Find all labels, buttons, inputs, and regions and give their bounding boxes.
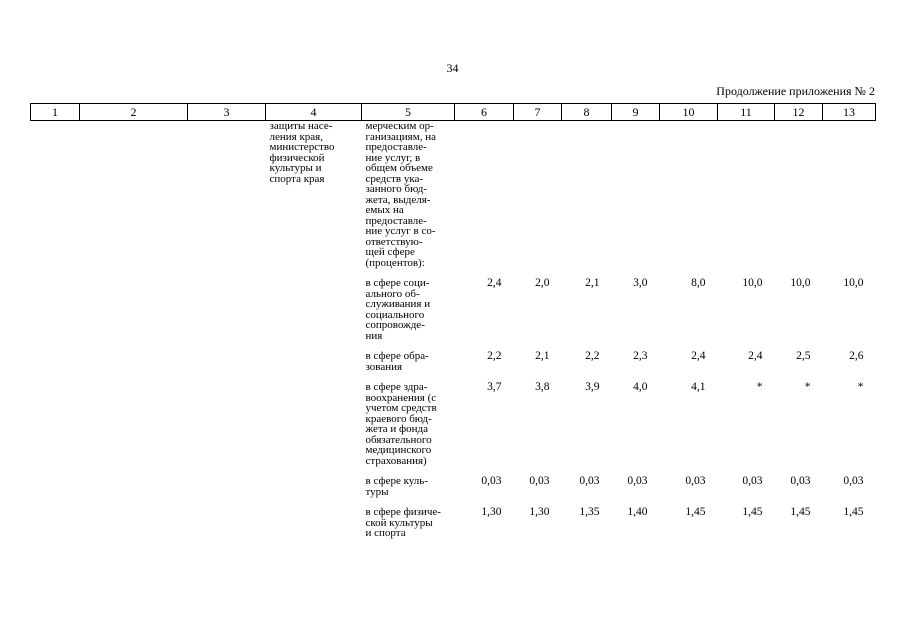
- table-row: [31, 507, 876, 539]
- value-cell: 1,40: [627, 506, 648, 518]
- value-cell: 3,9: [585, 381, 600, 393]
- column-header: 6: [455, 104, 514, 121]
- indicator-subitem: [362, 507, 455, 539]
- responsible-executor: [266, 121, 362, 279]
- column-header: 2: [80, 104, 188, 121]
- indicator-subitem: [362, 382, 455, 476]
- column-header: 11: [718, 104, 775, 121]
- value-cell: 2,3: [633, 350, 648, 362]
- multiline-text: в сфере физиче- ской культуры и спорта: [365, 506, 441, 539]
- value-cell: 2,5: [796, 350, 811, 362]
- value-cell: 0,03: [579, 475, 600, 487]
- value-cell: 0,03: [481, 475, 502, 487]
- value-cell: 2,4: [748, 350, 763, 362]
- value-cell: 0,03: [742, 475, 763, 487]
- value-cell: 4,0: [633, 381, 648, 393]
- column-header: 4: [266, 104, 362, 121]
- column-header: 10: [660, 104, 718, 121]
- column-header: 7: [514, 104, 562, 121]
- value-cell: 1,45: [843, 506, 864, 518]
- column-header: 9: [612, 104, 660, 121]
- value-cell: 1,45: [685, 506, 706, 518]
- column-header: 3: [188, 104, 266, 121]
- multiline-text: в сфере обра- зования: [365, 350, 429, 373]
- value-cell: 3,8: [535, 381, 550, 393]
- multiline-text: защиты насе- ления края, министерство физической культуры и спорта края: [269, 120, 335, 185]
- multiline-text: мерческим ор- ганизациям, на предоставле- ние услуг, в общем объеме средств ука- занного бюд- жета, выделя- емых на предоставле- ние услуг в со- ответствую- щей сфере (процентов):: [365, 120, 436, 269]
- column-header: 1: [31, 104, 80, 121]
- multiline-text: в сфере здра- воохранения (с учетом средств краевого бюд- жета и фонда обязательного медицинского страхования): [365, 381, 437, 467]
- column-header: 12: [775, 104, 823, 121]
- value-cell: 2,4: [487, 277, 502, 289]
- table-row: [31, 351, 876, 382]
- value-cell: 3,7: [487, 381, 502, 393]
- value-cell: 1,45: [790, 506, 811, 518]
- multiline-text: в сфере соци- ального об- служивания и социального сопровожде- ния: [365, 277, 431, 342]
- value-cell: 2,1: [585, 277, 600, 289]
- column-header: 8: [562, 104, 612, 121]
- table-cell: [188, 121, 266, 279]
- value-cell: 4,1: [691, 381, 706, 393]
- column-header: 5: [362, 104, 455, 121]
- value-cell: 2,4: [691, 350, 706, 362]
- value-cell: *: [804, 381, 811, 393]
- indicator-description: [362, 121, 455, 279]
- value-cell: 1,45: [742, 506, 763, 518]
- column-number-header-row: [31, 104, 876, 121]
- value-cell: 0,03: [529, 475, 550, 487]
- continuation-label: Продолжение приложения № 2: [716, 84, 875, 98]
- value-cell: 2,2: [487, 350, 502, 362]
- value-cell: 0,03: [685, 475, 706, 487]
- table-cell: [80, 121, 188, 279]
- table-row: [31, 476, 876, 507]
- indicator-subitem: [362, 476, 455, 507]
- indicator-subitem: [362, 351, 455, 382]
- value-cell: 0,03: [790, 475, 811, 487]
- value-cell: 8,0: [691, 277, 706, 289]
- value-cell: 0,03: [627, 475, 648, 487]
- value-cell: 10,0: [843, 277, 864, 289]
- value-cell: 1,30: [481, 506, 502, 518]
- value-cell: 2,1: [535, 350, 550, 362]
- multiline-text: в сфере куль- туры: [365, 475, 428, 498]
- table-row: [31, 121, 876, 279]
- value-cell: 2,2: [585, 350, 600, 362]
- value-cell: 2,0: [535, 277, 550, 289]
- value-cell: 10,0: [742, 277, 763, 289]
- column-header: 13: [823, 104, 876, 121]
- indicator-table: [30, 103, 876, 539]
- value-cell: 1,30: [529, 506, 550, 518]
- value-cell: 3,0: [633, 277, 648, 289]
- value-cell: 1,35: [579, 506, 600, 518]
- table-cell: [31, 121, 80, 279]
- indicator-subitem: [362, 278, 455, 351]
- table-row: [31, 278, 876, 351]
- value-cell: 2,6: [849, 350, 864, 362]
- table-row: [31, 382, 876, 476]
- value-cell: 0,03: [843, 475, 864, 487]
- page-number: 34: [446, 61, 459, 75]
- value-cell: *: [857, 381, 864, 393]
- value-cell: *: [756, 381, 763, 393]
- value-cell: 10,0: [790, 277, 811, 289]
